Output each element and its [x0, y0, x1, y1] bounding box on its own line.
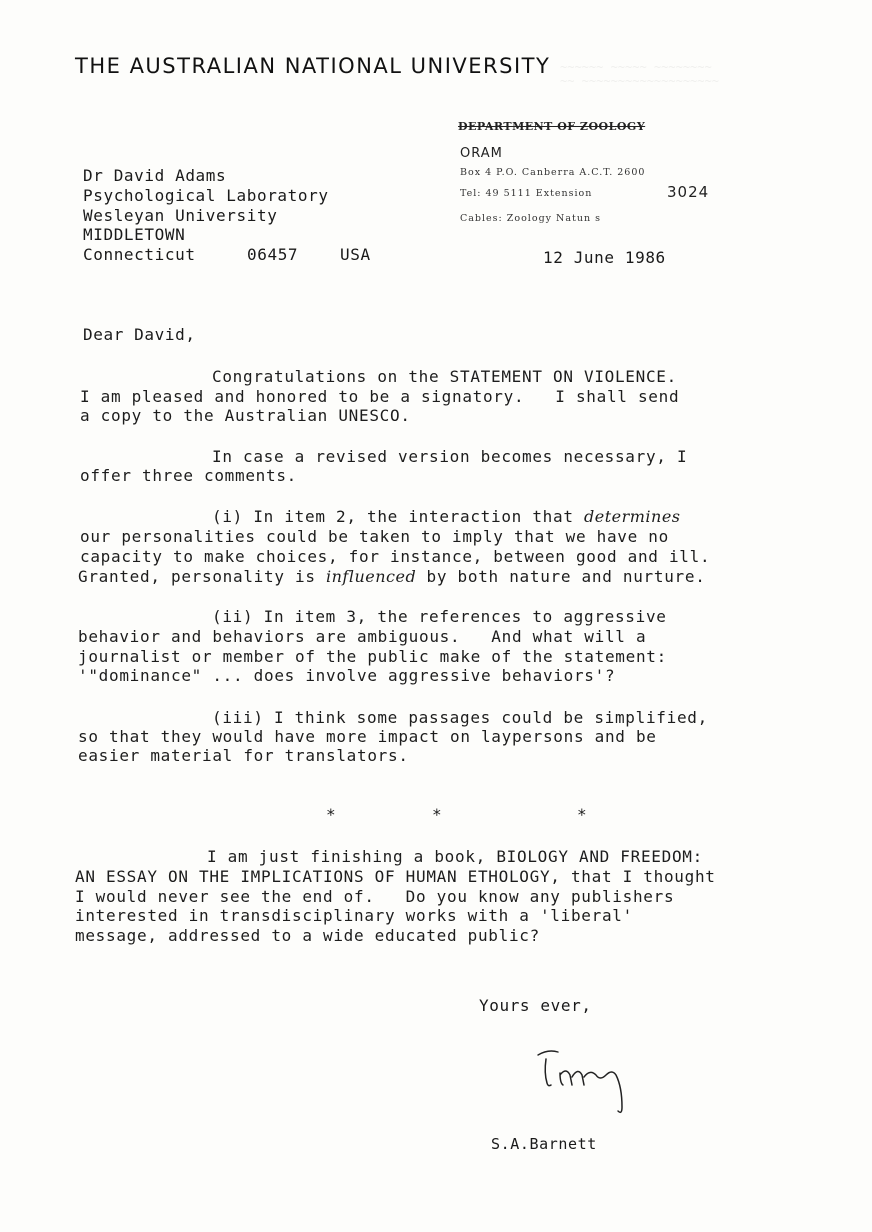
p1-line-2: I am pleased and honored to be a signatory. I shall send — [80, 387, 680, 406]
separator-star: * — [432, 805, 442, 824]
p1-line-3: a copy to the Australian UNESCO. — [80, 406, 411, 425]
p1-line-1: Congratulations on the STATEMENT ON VIOLENCE. — [212, 367, 677, 386]
p6-line-3: I would never see the end of. Do you know any publishers — [75, 887, 675, 906]
department-struck-through: DEPARTMENT OF ZOOLOGY — [458, 120, 646, 133]
p3-line-3: capacity to make choices, for instance, between good and ill. — [80, 547, 711, 566]
recipient-state: Connecticut — [83, 245, 196, 264]
p2-line-1: In case a revised version becomes necessary, I — [212, 447, 688, 466]
p3-line-1 — [212, 507, 681, 527]
recipient-city: MIDDLETOWN — [83, 225, 186, 244]
recipient-institution: Wesleyan University — [83, 206, 278, 225]
telephone-line — [460, 188, 592, 199]
p6-line-1: I am just finishing a book, BIOLOGY AND FREEDOM: — [207, 847, 703, 866]
p5-line-2: so that they would have more impact on laypersons and be — [78, 727, 657, 746]
letter-date: 12 June 1986 — [543, 248, 666, 267]
handwritten-correction-determines: determines — [583, 507, 681, 526]
extension-number: 3024 — [667, 183, 710, 201]
telephone-label: Tel: 49 5111 Extension — [460, 188, 593, 199]
recipient-country: USA — [340, 245, 371, 264]
p5-line-1: (iii) I think some passages could be simplified, — [212, 708, 708, 727]
recipient-zip: 06457 — [247, 245, 299, 264]
cables-line: Cables: Zoology Natun s — [460, 213, 601, 224]
p3-line-2: our personalities could be taken to imply that we have no — [80, 527, 669, 546]
recipient-name: Dr David Adams — [83, 166, 227, 185]
recipient-org: Psychological Laboratory — [83, 186, 329, 205]
p3-line-4-text-b: by both nature and nurture. — [416, 567, 706, 586]
closing: Yours ever, — [479, 996, 592, 1015]
separator-star: * — [577, 805, 587, 824]
university-name: THE AUSTRALIAN NATIONAL UNIVERSITY — [75, 54, 551, 78]
unit-name: ORAM — [460, 146, 503, 161]
p2-line-2: offer three comments. — [80, 466, 297, 485]
p4-line-4: '"dominance" ... does involve aggressive behaviors'? — [78, 666, 616, 685]
postal-box: Box 4 P.O. Canberra A.C.T. 2600 — [460, 167, 646, 178]
bleed-through-text: ~~~~~~ ~~~~~ ~~~~~~~~ ~~ ~~~~~~~~~~~~~~~~~~~ — [560, 60, 719, 88]
signature-stroke — [530, 1045, 630, 1117]
p6-line-4: interested in transdisciplinary works with a 'liberal' — [75, 906, 633, 925]
separator-star: * — [326, 805, 336, 824]
p3-line-4 — [78, 567, 706, 587]
p3-line-4-text-a: Granted, personality is — [78, 567, 326, 586]
signer-name: S.A.Barnett — [491, 1135, 597, 1153]
p4-line-3: journalist or member of the public make of the statement: — [78, 647, 667, 666]
p6-line-5: message, addressed to a wide educated public? — [75, 926, 540, 945]
p4-line-1: (ii) In item 3, the references to aggressive — [212, 607, 667, 626]
p6-line-2: AN ESSAY ON THE IMPLICATIONS OF HUMAN ETHOLOGY, that I thought — [75, 867, 716, 886]
p5-line-3: easier material for translators. — [78, 746, 409, 765]
p4-line-2: behavior and behaviors are ambiguous. And what will a — [78, 627, 647, 646]
handwritten-correction-influenced: influenced — [326, 567, 417, 586]
salutation: Dear David, — [83, 325, 196, 344]
p3-line-1-text: (i) In item 2, the interaction that — [212, 507, 584, 526]
